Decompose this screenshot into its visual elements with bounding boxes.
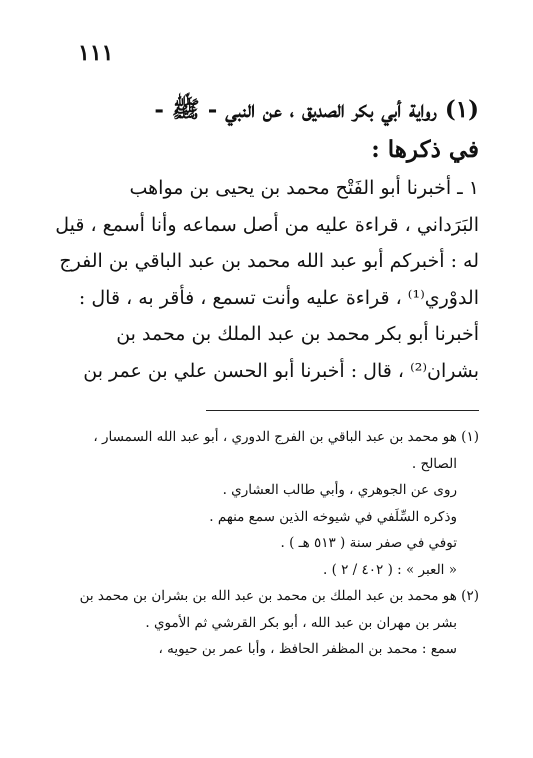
body-line: له : أخبركم أبو عبد الله محمد بن عبد الباقي بن الفرج — [59, 250, 479, 272]
body-paragraph — [50, 170, 479, 389]
footnote-separator — [206, 410, 479, 411]
body-line: بشران⁽²⁾ ، قال : أخبرنا أبو الحسن علي بن عمر بن — [83, 359, 479, 382]
footnote-line: توفي في صفر سنة ( ٥١٣ هـ ) . — [280, 535, 457, 551]
page-number: ١١١ — [78, 40, 114, 66]
footnote-line: روى عن الجوهري ، وأبي طالب العشاري . — [222, 482, 457, 498]
heading-line: (١) رواية أبي بكر الصديق ، عن النبي - ﷺ - — [154, 96, 479, 123]
footnotes — [48, 424, 479, 663]
body-line: البَرَداني ، قراءة عليه من أصل سماعه وأنا أسمع ، قيل — [55, 213, 479, 236]
heading-line: في ذكرها : — [371, 136, 479, 163]
body-line: ١ ـ أخبرنا أبو الفَتْح محمد بن يحيى بن مواهب — [129, 177, 479, 199]
footnote-line: وذكره السِّلَفي في شيوخه الذين سمع منهم . — [209, 508, 457, 525]
footnote-line: (٢) هو محمد بن عبد الملك بن محمد بن عبد الله بن بشران بن محمد بن — [79, 588, 479, 604]
footnote-line: الصالح . — [411, 455, 457, 472]
footnote-line: سمع : محمد بن المظفر الحافظ ، وأبا عمر بن حيويه ، — [158, 641, 457, 657]
section-heading — [50, 90, 479, 170]
footnote-line: بشر بن مهران بن عبد الله ، أبو بكر القرشي ثم الأموي . — [145, 614, 457, 631]
body-line: الدوْري⁽¹⁾ ، قراءة عليه وأنت تسمع ، فأقر به ، قال : — [78, 286, 479, 309]
footnote-line: (١) هو محمد بن عبد الباقي بن الفرج الدوري ، أبو عبد الله السمسار ، — [93, 429, 479, 445]
footnote-line: « العبر » : ( ٤٠٢ / ٢ ) . — [322, 561, 457, 578]
body-line: أخبرنا أبو بكر محمد بن عبد الملك بن محمد بن — [116, 323, 479, 345]
